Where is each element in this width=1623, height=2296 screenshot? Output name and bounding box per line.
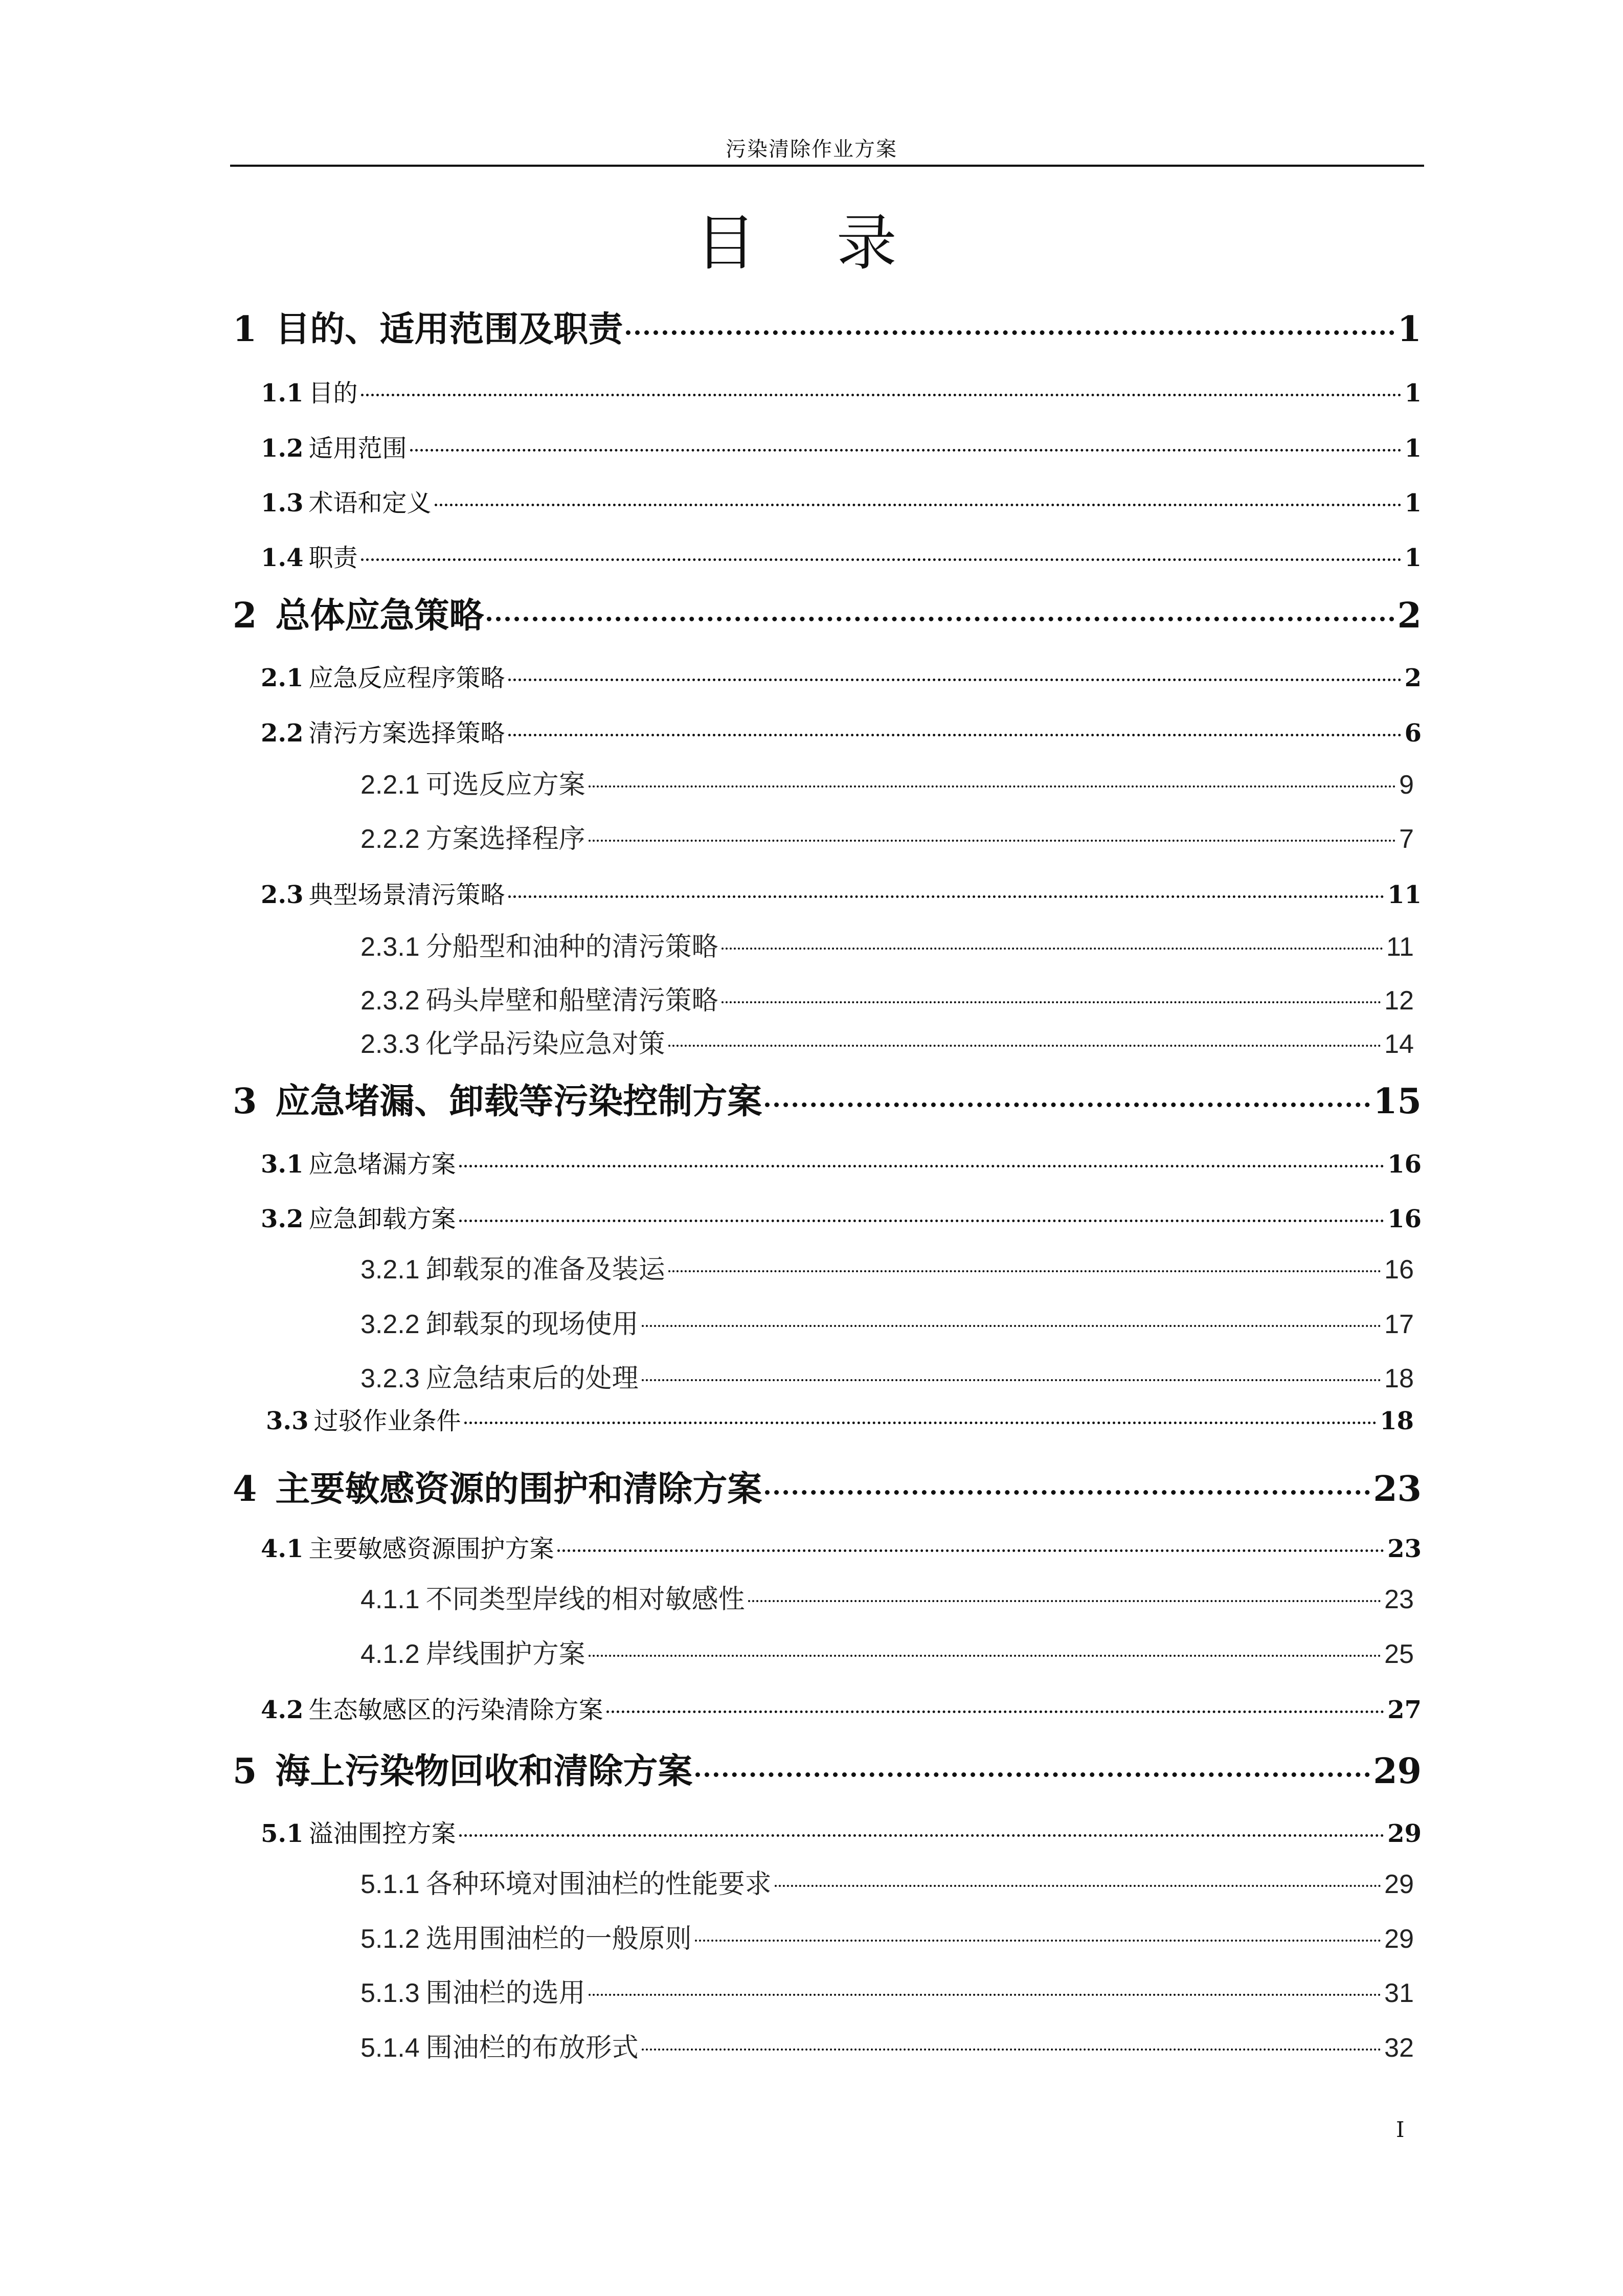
- toc-entry-2-2-2[interactable]: 2.2.2 方案选择程序 7: [360, 824, 1414, 854]
- leader-dots: [606, 1710, 1385, 1713]
- toc-entry-4-1-1[interactable]: 4.1.1 不同类型岸线的相对敏感性 23: [360, 1585, 1414, 1614]
- leader-dots: [722, 948, 1383, 950]
- toc-entry-5-1-3[interactable]: 5.1.3 围油栏的选用 31: [360, 1978, 1414, 2008]
- page-number: I: [1396, 2117, 1405, 2142]
- toc-entry-3-1[interactable]: 3.1 应急堵漏方案 16: [261, 1150, 1422, 1179]
- leader-dots: [668, 1045, 1381, 1047]
- leader-dots: [508, 734, 1402, 736]
- leader-dots: [642, 2049, 1381, 2051]
- leader-dots: [361, 558, 1402, 561]
- leader-dots: [642, 1325, 1381, 1327]
- leader-dots: [459, 1220, 1385, 1222]
- toc-entry-1-3[interactable]: 1.3 术语和定义 1: [261, 489, 1422, 517]
- leader-dots: [508, 895, 1385, 898]
- toc-entry-5[interactable]: 5 海上污染物回收和清除方案 29: [233, 1751, 1422, 1792]
- toc-entry-2-2-1[interactable]: 2.2.1 可选反应方案 9: [360, 770, 1414, 800]
- toc-entry-4-1[interactable]: 4.1 主要敏感资源围护方案 23: [261, 1535, 1422, 1563]
- toc-entry-4-1-2[interactable]: 4.1.2 岸线围护方案 25: [360, 1639, 1414, 1669]
- leader-dots: [775, 1885, 1381, 1887]
- toc-entry-2[interactable]: 2 总体应急策略 2: [233, 595, 1422, 636]
- leader-dots: [748, 1600, 1381, 1602]
- toc-entry-1[interactable]: 1 目的、适用范围及职责 1: [233, 309, 1422, 350]
- toc-entry-3[interactable]: 3 应急堵漏、卸载等污染控制方案 15: [233, 1081, 1422, 1122]
- toc-entry-5-1-2[interactable]: 5.1.2 选用围油栏的一般原则 29: [360, 1924, 1414, 1954]
- leader-dots: [410, 449, 1402, 452]
- leader-dots: [487, 617, 1394, 621]
- leader-dots: [765, 1490, 1370, 1495]
- running-header: 污染清除作业方案: [726, 138, 897, 161]
- toc-entry-1-1[interactable]: 1.1 目的 1: [261, 379, 1422, 408]
- toc-entry-3-2[interactable]: 3.2 应急卸载方案 16: [261, 1205, 1422, 1233]
- leader-dots: [642, 1379, 1381, 1381]
- toc-entry-3-2-3[interactable]: 3.2.3 应急结束后的处理 18: [360, 1364, 1414, 1393]
- leader-dots: [722, 1001, 1381, 1003]
- toc-entry-5-1-4[interactable]: 5.1.4 围油栏的布放形式 32: [360, 2033, 1414, 2063]
- toc-entry-4[interactable]: 4 主要敏感资源的围护和清除方案 23: [233, 1469, 1422, 1510]
- toc-entry-5-1[interactable]: 5.1 溢油围控方案 29: [261, 1819, 1422, 1848]
- toc-entry-3-3[interactable]: 3.3 过驳作业条件 18: [266, 1407, 1414, 1435]
- toc-entry-2-2[interactable]: 2.2 清污方案选择策略 6: [261, 719, 1422, 748]
- leader-dots: [589, 840, 1396, 842]
- toc-entry-1-4[interactable]: 1.4 职责 1: [261, 544, 1422, 572]
- header-rule: [230, 165, 1424, 167]
- leader-dots: [626, 330, 1394, 335]
- toc-entry-2-3[interactable]: 2.3 典型场景清污策略 11: [261, 881, 1422, 909]
- leader-dots: [668, 1270, 1381, 1272]
- leader-dots: [557, 1549, 1385, 1552]
- toc-entry-4-2[interactable]: 4.2 生态敏感区的污染清除方案 27: [261, 1696, 1422, 1724]
- leader-dots: [589, 785, 1396, 787]
- leader-dots: [589, 1655, 1381, 1657]
- leader-dots: [695, 1940, 1381, 1942]
- toc-entry-3-2-2[interactable]: 3.2.2 卸载泵的现场使用 17: [360, 1310, 1414, 1339]
- leader-dots: [435, 504, 1402, 506]
- toc-entry-5-1-1[interactable]: 5.1.1 各种环境对围油栏的性能要求 29: [360, 1870, 1414, 1899]
- toc-entry-2-1[interactable]: 2.1 应急反应程序策略 2: [261, 664, 1422, 692]
- leader-dots: [765, 1102, 1370, 1107]
- leader-dots: [589, 1994, 1381, 1996]
- leader-dots: [695, 1772, 1370, 1777]
- toc-entry-2-3-2[interactable]: 2.3.2 码头岸壁和船壁清污策略 12: [360, 986, 1414, 1016]
- toc-title: 目 录: [695, 208, 928, 278]
- toc-entry-2-3-1[interactable]: 2.3.1 分船型和油种的清污策略 11: [360, 932, 1414, 962]
- toc-entry-2-3-3[interactable]: 2.3.3 化学品污染应急对策 14: [360, 1029, 1414, 1059]
- toc-entry-3-2-1[interactable]: 3.2.1 卸载泵的准备及装运 16: [360, 1255, 1414, 1285]
- toc-entry-1-2[interactable]: 1.2 适用范围 1: [261, 434, 1422, 463]
- leader-dots: [459, 1834, 1385, 1837]
- leader-dots: [361, 394, 1402, 396]
- leader-dots: [508, 679, 1402, 681]
- leader-dots: [459, 1165, 1385, 1167]
- leader-dots: [464, 1422, 1377, 1424]
